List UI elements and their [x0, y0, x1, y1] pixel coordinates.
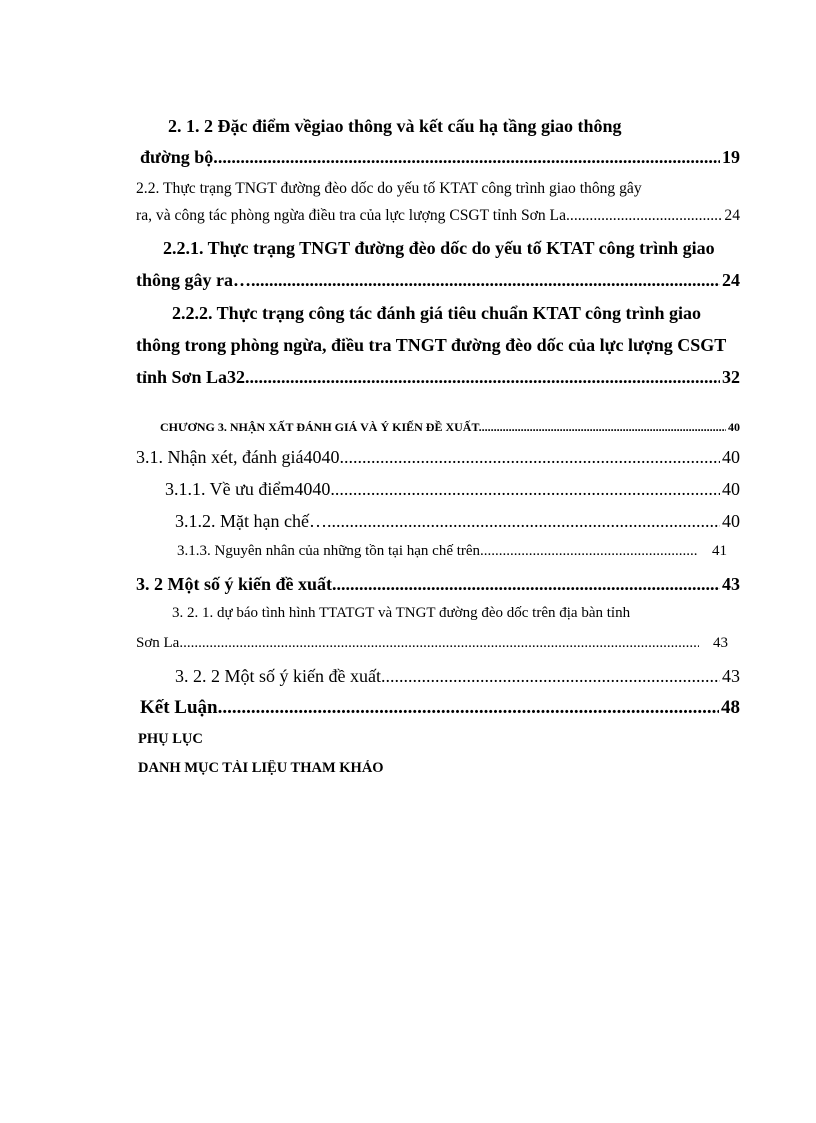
- toc-entry-3-2-1-title: 3. 2. 1. dự báo tình hình TTATGT và TNGT đường đèo dốc trên địa bàn tỉnh: [172, 605, 631, 621]
- toc-entry-3-2-1-leader-line: [136, 635, 728, 652]
- toc-entry-2-2-2-page: 32: [722, 367, 740, 387]
- toc-entry-danh-muc: DANH MỤC TÀI LIỆU THAM KHẢO: [138, 760, 384, 776]
- toc-entry-ket-luan: [140, 697, 740, 719]
- toc-entry-3-2-2-page: 43: [722, 666, 740, 686]
- toc-entry-2-2-2-text: tỉnh Sơn La32 .....: [136, 367, 720, 388]
- toc-entry-3-2-1-page: 43: [713, 635, 728, 651]
- toc-entry-2-2-2-line2: thông trong phòng ngừa, điều tra TNGT đường đèo dốc của lực lượng CSGT: [136, 335, 727, 355]
- toc-entry-3-1-2-text: 3.1.2. Mặt hạn chế… .....: [175, 511, 720, 532]
- toc-entry-3-1-1-page: 40: [722, 479, 740, 499]
- toc-entry-ket-luan-text: Kết Luận .....: [140, 697, 719, 719]
- toc-entry-2-2-1-leader-line: [136, 270, 740, 291]
- toc-entry-3-1-page: 40: [722, 447, 740, 467]
- toc-entry-3-1-1: [165, 479, 740, 500]
- toc-entry-2-1-2-text: đường bộ. .....: [140, 147, 720, 168]
- toc-entry-3-1-3-page: 41: [712, 543, 727, 559]
- toc-entry-3-2-2-text: 3. 2. 2 Một số ý kiến đề xuất .....: [175, 666, 720, 687]
- toc-entry-2-2-text: ra, và công tác phòng ngừa điều tra của lực lượng CSGT tỉnh Sơn La. .....: [136, 207, 722, 225]
- toc-entry-3-2-2: [175, 666, 740, 687]
- toc-entry-3-1-2: [175, 511, 740, 532]
- toc-entry-3-1-3: [177, 543, 727, 560]
- toc-entry-phu-luc: PHỤ LỤC: [138, 731, 203, 747]
- toc-entry-3-2-page: 43: [722, 574, 740, 594]
- toc-entry-2-2-leader-line: [136, 207, 740, 225]
- toc-entry-3-1-2-page: 40: [722, 511, 740, 531]
- toc-entry-2-2-page: 24: [724, 207, 740, 224]
- toc-entry-2-2-2-title: 2.2.2. Thực trạng công tác đánh giá tiêu chuẩn KTAT công trình giao: [172, 303, 702, 323]
- toc-entry-2-1-2-title: 2. 1. 2 Đặc điểm vềgiao thông và kết cấu hạ tầng giao thông: [168, 116, 622, 136]
- toc-entry-2-2-1-title: 2.2.1. Thực trạng TNGT đường đèo dốc do yếu tố KTAT công trình giao: [163, 238, 715, 258]
- toc-entry-3-1-3-text: 3.1.3. Nguyên nhân của những tồn tại hạn chế trên. .....: [177, 543, 698, 560]
- toc-chapter-3: [160, 420, 740, 435]
- toc-entry-3-1-text: 3.1. Nhận xét, đánh giá4040 .....: [136, 447, 720, 468]
- toc-entry-2-1-2-leader-line: [140, 147, 740, 168]
- toc-entry-2-2-1-text: thông gây ra… .....: [136, 270, 720, 291]
- toc-chapter-3-text: CHƯƠNG 3. NHẬN XẤT ĐÁNH GIÁ VÀ Ý KIẾN ĐỀ XUẤT .....: [160, 420, 726, 435]
- toc-entry-2-2-1-page: 24: [722, 270, 740, 290]
- toc-entry-2-1-2-page: 19: [722, 147, 740, 167]
- toc-entry-3-2-text: 3. 2 Một số ý kiến đề xuất .....: [136, 574, 720, 595]
- toc-entry-2-2-2-leader-line: [136, 367, 740, 388]
- toc-entry-3-2-1-text: Sơn La. .....: [136, 635, 699, 652]
- toc-entry-3-1-1-text: 3.1.1. Về ưu điểm4040 .....: [165, 479, 720, 500]
- toc-entry-ket-luan-page: 48: [721, 697, 740, 718]
- toc-entry-3-1: [136, 447, 740, 468]
- toc-entry-2-2-title: 2.2. Thực trạng TNGT đường đèo dốc do yếu tố KTAT công trình giao thông gây: [136, 180, 642, 197]
- toc-entry-3-2: [136, 574, 740, 595]
- toc-chapter-3-page: 40: [728, 420, 740, 434]
